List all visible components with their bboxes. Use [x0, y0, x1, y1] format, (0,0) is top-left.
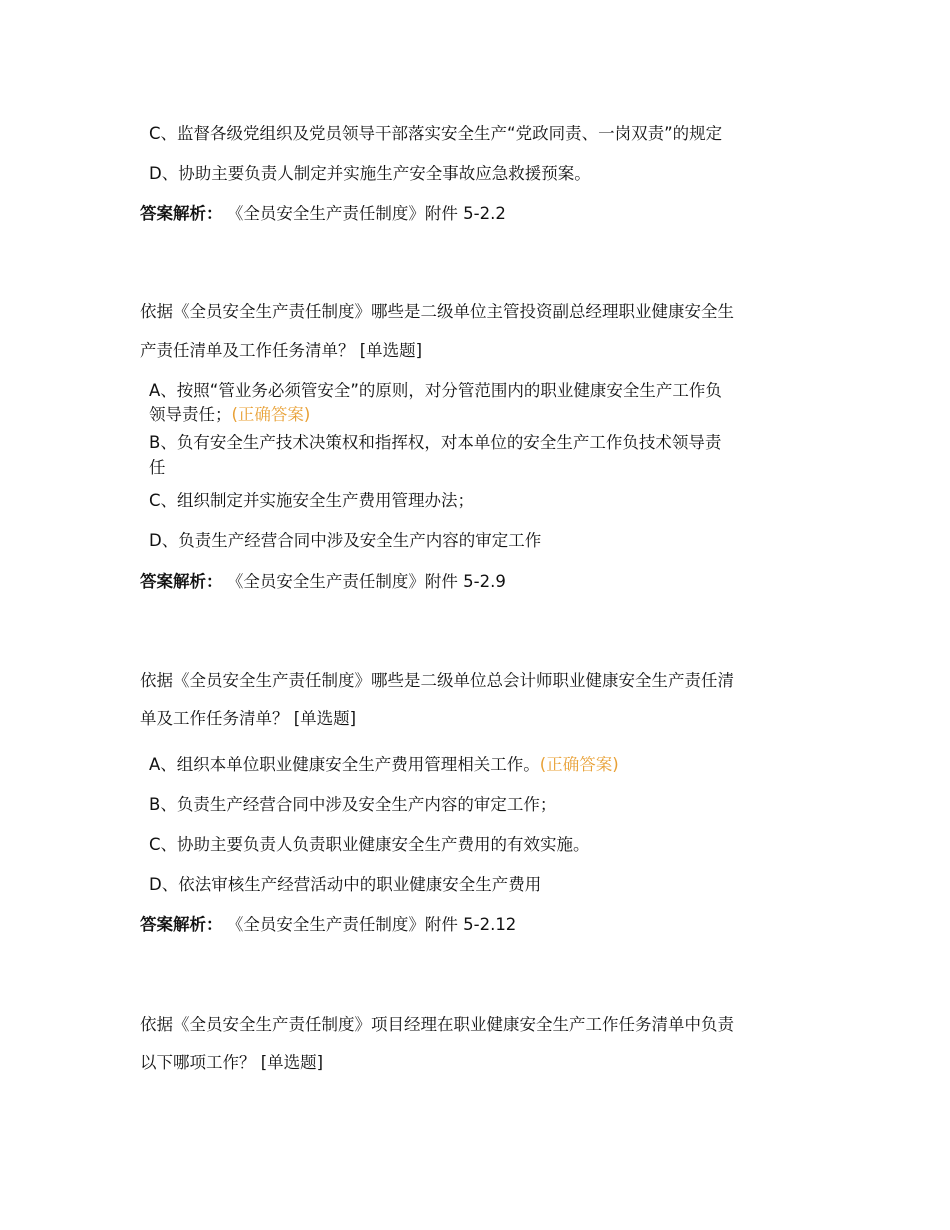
- option-a-text: 领导责任；: [149, 405, 232, 424]
- q2-explanation: [140, 914, 516, 935]
- explanation-label: 答案解析：: [140, 915, 223, 934]
- explanation-text: 《全员安全生产责任制度》附件 5-2.12: [226, 915, 517, 934]
- q2-question-line1: 依据《全员安全生产责任制度》哪些是二级单位总会计师职业健康安全生产责任清: [140, 671, 734, 690]
- q1-question-line1: 依据《全员安全生产责任制度》哪些是二级单位主管投资副总经理职业健康安全生: [140, 302, 734, 321]
- q2-option-b[interactable]: B、负责生产经营合同中涉及安全生产内容的审定工作；: [149, 795, 557, 814]
- q1-explanation: [140, 571, 506, 592]
- q1-option-a-line1[interactable]: A、按照“管业务必须管安全”的原则，对分管范围内的职业健康安全生产工作负: [149, 381, 722, 400]
- q0-option-d[interactable]: D、协助主要负责人制定并实施生产安全事故应急救援预案。: [149, 164, 591, 183]
- q0-explanation: [140, 203, 506, 224]
- q1-option-a-line2[interactable]: [149, 405, 310, 425]
- explanation-label: 答案解析：: [140, 204, 223, 223]
- q3-question-line2: 以下哪项工作？ [单选题]: [140, 1053, 324, 1072]
- q1-option-b-line2[interactable]: 任: [149, 458, 166, 477]
- explanation-text: 《全员安全生产责任制度》附件 5-2.9: [226, 572, 506, 591]
- q3-question-line1: 依据《全员安全生产责任制度》项目经理在职业健康安全生产工作任务清单中负责: [140, 1015, 734, 1034]
- q1-option-b-line1[interactable]: B、负有安全生产技术决策权和指挥权，对本单位的安全生产工作负技术领导责: [149, 433, 722, 452]
- q0-option-c[interactable]: C、监督各级党组织及党员领导干部落实安全生产“党政同责、一岗双责”的规定: [149, 124, 723, 143]
- explanation-label: 答案解析：: [140, 572, 223, 591]
- q1-option-d[interactable]: D、负责生产经营合同中涉及安全生产内容的审定工作: [149, 531, 542, 550]
- explanation-text: 《全员安全生产责任制度》附件 5-2.2: [226, 204, 506, 223]
- option-a-text: A、组织本单位职业健康安全生产费用管理相关工作。: [149, 755, 540, 774]
- correct-answer-tag: (正确答案): [539, 755, 619, 774]
- correct-answer-tag: (正确答案): [231, 405, 311, 424]
- q1-option-c[interactable]: C、组织制定并实施安全生产费用管理办法；: [149, 491, 475, 510]
- q2-option-a[interactable]: [149, 755, 619, 775]
- q1-question-line2: 产责任清单及工作任务清单？ [单选题]: [140, 341, 423, 360]
- q2-option-d[interactable]: D、依法审核生产经营活动中的职业健康安全生产费用: [149, 875, 542, 894]
- q2-option-c[interactable]: C、协助主要负责人负责职业健康安全生产费用的有效实施。: [149, 835, 590, 854]
- q2-question-line2: 单及工作任务清单？ [单选题]: [140, 709, 357, 728]
